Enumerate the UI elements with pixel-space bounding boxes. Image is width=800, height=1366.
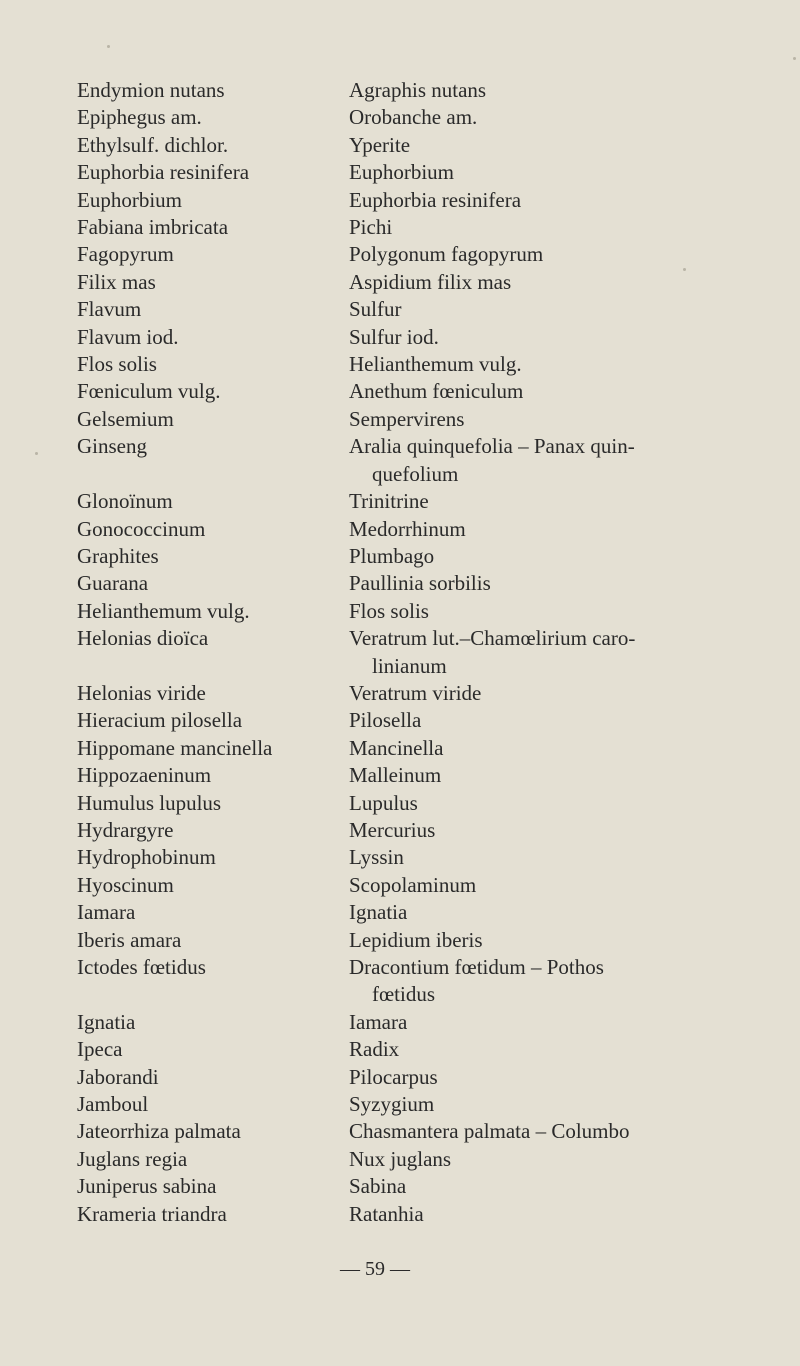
entry-name: Graphites (77, 543, 159, 568)
entry-row (77, 269, 697, 296)
entry-name: Flavum (77, 297, 142, 322)
entry-row (77, 351, 697, 378)
entry-synonym (349, 1118, 697, 1145)
entry-synonym (349, 762, 697, 789)
entry-synonym (349, 406, 697, 433)
entry-synonym (349, 296, 697, 323)
synonym-line: Lyssin (349, 845, 404, 870)
entry-row (77, 735, 697, 762)
synonym-line: Iamara (349, 1009, 408, 1034)
entry-name: Gonococcinum (77, 516, 206, 541)
synonym-line: Yperite (349, 132, 411, 157)
entry-row (77, 132, 697, 159)
entry-row (77, 680, 697, 707)
synonym-line: Anethum fœniculum (349, 379, 524, 404)
entry-synonym (349, 954, 697, 1009)
synonym-line: Pichi (349, 215, 393, 240)
entry-name: Euphorbium (77, 187, 182, 212)
entry-name: Ictodes fœtidus (77, 955, 206, 979)
synonym-line: Lepidium iberis (349, 927, 483, 952)
synonym-line: Pilocarpus (349, 1064, 438, 1089)
synonym-line: Agraphis nutans (349, 78, 487, 102)
entry-synonym (349, 1173, 697, 1200)
entry-synonym (349, 1201, 697, 1228)
entry-name: Ignatia (77, 1009, 136, 1034)
entry-synonym (349, 1146, 697, 1173)
entry-row (77, 625, 697, 680)
entry-row (77, 296, 697, 323)
entry-synonym (349, 159, 697, 186)
entry-row (77, 707, 697, 734)
entry-name: Iamara (77, 900, 136, 925)
entry-name: Humulus lupulus (77, 790, 222, 815)
entry-name: Gelsemium (77, 406, 174, 431)
synonym-line: Sulfur (349, 297, 402, 322)
synonym-continuation: linianum (372, 653, 447, 678)
entry-row (77, 1173, 697, 1200)
synonym-continuation: quefolium (372, 461, 459, 486)
synonym-line: Sempervirens (349, 406, 465, 431)
synonym-line: Ignatia (349, 900, 408, 925)
entry-row (77, 1009, 697, 1036)
entry-name: Fœniculum vulg. (77, 379, 221, 404)
entry-row (77, 324, 697, 351)
synonym-line: Syzygium (349, 1092, 435, 1117)
entry-row (77, 899, 697, 926)
entry-row (77, 1146, 697, 1173)
entry-synonym (349, 1009, 697, 1036)
synonym-line: Euphorbia resinifera (349, 187, 522, 212)
entry-row (77, 1036, 697, 1063)
entry-name: Helonias dioïca (77, 626, 209, 651)
entry-name: Flos solis (77, 352, 157, 377)
entry-name: Guarana (77, 571, 149, 596)
synonym-line: Pilosella (349, 708, 422, 733)
entry-name: Fabiana imbricata (77, 215, 229, 240)
entry-synonym (349, 1091, 697, 1118)
entry-synonym (349, 516, 697, 543)
entry-name: Hyoscinum (77, 872, 174, 897)
paper-speck (107, 45, 110, 48)
entry-row (77, 570, 697, 597)
entry-synonym (349, 790, 697, 817)
synonym-line: Medorrhinum (349, 516, 466, 541)
entry-row (77, 214, 697, 241)
entry-synonym (349, 488, 697, 515)
synonym-line: Chasmantera palmata – Columbo (349, 1119, 630, 1144)
synonym-line: Scopolaminum (349, 872, 477, 897)
entry-row (77, 598, 697, 625)
entry-row (77, 1118, 697, 1145)
entry-name: Hieracium pilosella (77, 708, 243, 733)
entry-synonym (349, 625, 697, 680)
entry-row (77, 817, 697, 844)
entry-synonym (349, 680, 697, 707)
entry-name: Ipeca (77, 1037, 123, 1062)
entry-row (77, 790, 697, 817)
synonym-line: Paullinia sorbilis (349, 571, 491, 596)
synonym-line: Polygonum fagopyrum (349, 242, 544, 267)
entry-name: Hippozaeninum (77, 763, 212, 788)
entry-name: Jamboul (77, 1092, 149, 1117)
synonym-line: Trinitrine (349, 489, 429, 514)
synonym-line: Lupulus (349, 790, 418, 815)
entry-synonym (349, 351, 697, 378)
entry-synonym (349, 543, 697, 570)
entry-name: Iberis amara (77, 927, 182, 952)
entry-row (77, 433, 697, 488)
entry-row (77, 844, 697, 871)
entry-row (77, 927, 697, 954)
entry-synonym (349, 872, 697, 899)
entry-synonym (349, 77, 697, 104)
entry-name: Hydrargyre (77, 817, 174, 842)
synonym-line: Veratrum lut.–Chamœlirium caro- (349, 626, 636, 651)
entry-synonym (349, 844, 697, 871)
entry-row (77, 159, 697, 186)
entry-name: Juglans regia (77, 1146, 188, 1171)
entry-synonym (349, 241, 697, 268)
entry-synonym (349, 899, 697, 926)
entry-synonym (349, 104, 697, 131)
entry-synonym (349, 187, 697, 214)
entry-row (77, 1064, 697, 1091)
synonym-line: Veratrum viride (349, 680, 482, 705)
paper-speck (793, 57, 796, 60)
synonym-line: Helianthemum vulg. (349, 352, 522, 377)
page-number: — 59 — (340, 1258, 410, 1280)
synonym-line: Flos solis (349, 598, 429, 623)
synonym-line: Sabina (349, 1174, 407, 1199)
entry-row (77, 954, 697, 1009)
entry-synonym (349, 269, 697, 296)
synonym-table (77, 77, 697, 1228)
entry-name: Epiphegus am. (77, 105, 202, 130)
synonym-continuation: fœtidus (372, 982, 435, 1007)
synonym-line: Ratanhia (349, 1201, 424, 1226)
entry-row (77, 543, 697, 570)
entry-row (77, 1201, 697, 1228)
entry-row (77, 762, 697, 789)
synonym-line: Mercurius (349, 817, 436, 842)
entry-name: Endymion nutans (77, 78, 225, 102)
entry-synonym (349, 817, 697, 844)
entry-row (77, 241, 697, 268)
synonym-line: Orobanche am. (349, 105, 478, 130)
synonym-line: Sulfur iod. (349, 324, 439, 349)
entry-name: Filix mas (77, 269, 156, 294)
paper-speck (683, 268, 686, 271)
entry-synonym (349, 735, 697, 762)
synonym-line: Mancinella (349, 735, 444, 760)
entry-synonym (349, 570, 697, 597)
entry-name: Helonias viride (77, 680, 206, 705)
entry-synonym (349, 1036, 697, 1063)
entry-row (77, 406, 697, 433)
entry-synonym (349, 707, 697, 734)
entry-synonym (349, 433, 697, 488)
entry-name: Fagopyrum (77, 242, 174, 267)
entry-row (77, 872, 697, 899)
entry-name: Krameria triandra (77, 1201, 227, 1226)
entry-synonym (349, 214, 697, 241)
paper-speck (35, 452, 38, 455)
entry-row (77, 104, 697, 131)
entry-synonym (349, 598, 697, 625)
entry-name: Glonoïnum (77, 489, 173, 514)
entry-name: Juniperus sabina (77, 1174, 217, 1199)
entry-synonym (349, 324, 697, 351)
entry-name: Jaborandi (77, 1064, 159, 1089)
synonym-line: Nux juglans (349, 1146, 452, 1171)
entry-name: Hydrophobinum (77, 845, 216, 870)
entry-row (77, 187, 697, 214)
synonym-line: Plumbago (349, 543, 435, 568)
entry-row (77, 378, 697, 405)
entry-synonym (349, 927, 697, 954)
synonym-line: Aspidium filix mas (349, 269, 512, 294)
entry-name: Ethylsulf. dichlor. (77, 132, 229, 157)
entry-name: Jateorrhiza palmata (77, 1119, 241, 1144)
synonym-line: Dracontium fœtidum – Pothos (349, 955, 604, 979)
entry-synonym (349, 378, 697, 405)
synonym-line: Euphorbium (349, 160, 454, 185)
entry-row (77, 1091, 697, 1118)
entry-row (77, 516, 697, 543)
entry-name: Hippomane mancinella (77, 735, 273, 760)
synonym-line: Radix (349, 1037, 400, 1062)
entry-name: Helianthemum vulg. (77, 598, 250, 623)
entry-synonym (349, 132, 697, 159)
entry-name: Euphorbia resinifera (77, 160, 250, 185)
entry-name: Flavum iod. (77, 324, 179, 349)
entry-name: Ginseng (77, 434, 147, 459)
synonym-line: Malleinum (349, 763, 442, 788)
entry-row (77, 77, 697, 104)
entry-synonym (349, 1064, 697, 1091)
synonym-line: Aralia quinquefolia – Panax quin- (349, 434, 635, 459)
entry-row (77, 488, 697, 515)
